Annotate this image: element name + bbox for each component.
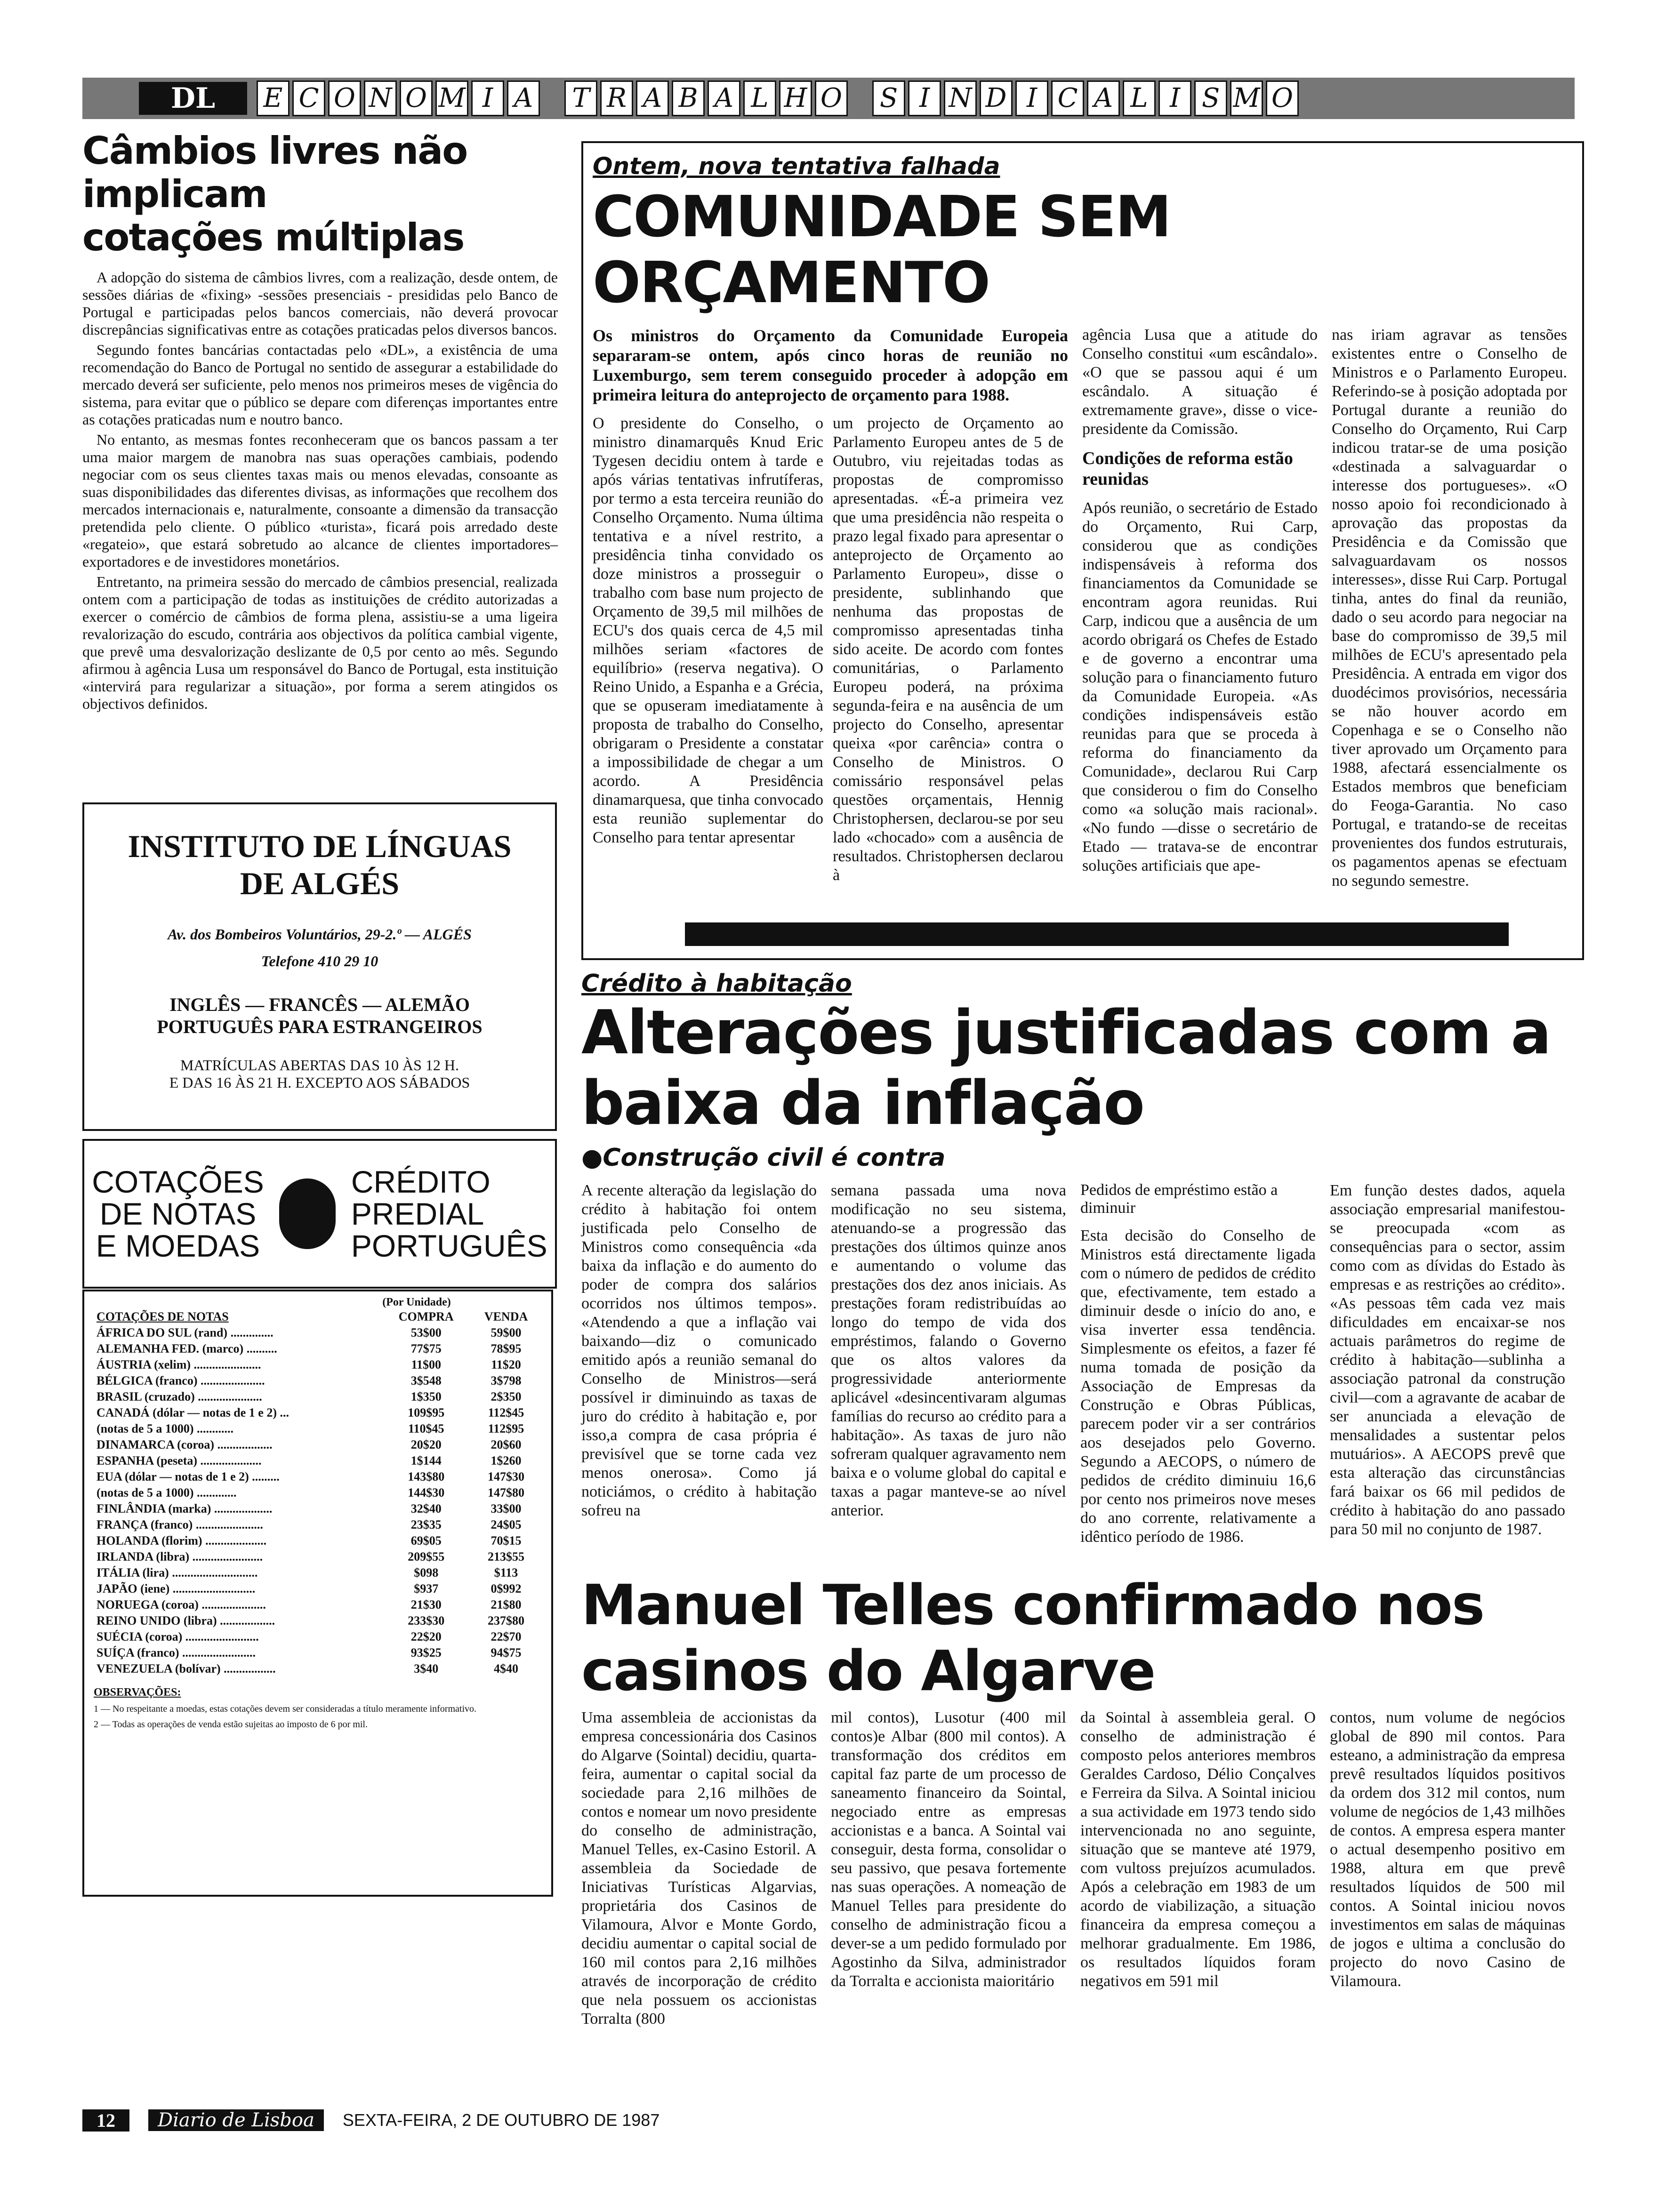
credito-article — [581, 970, 1584, 1547]
casinos-col2: mil contos), Lusotur (400 mil contos)e Albar (800 mil contos). A transformação dos créditos em capital faz parte de um processo de saneamento financeiro da Sointal, negociado entre as empresas accionistas e a banca. A Sointal vai conseguir, desta forma, consolidar o seu passivo, que pesava fortemente nas suas operações. A nomeação de Manuel Telles para presidente do conselho de administração ficou a dever-se a um pedido formulado por Agostinho da Silva, administrador da Torralta e accionista maioritário — [831, 1709, 1066, 1990]
banner-letter: I — [1015, 80, 1048, 116]
instituto-hours-1: MATRÍCULAS ABERTAS DAS 10 ÀS 12 H. — [180, 1057, 459, 1074]
currency-name: HOLANDA (florim) .................... — [97, 1534, 267, 1547]
cambios-p4: Entretanto, na primeira sessão do mercado de câmbios presencial, realizada ontem com a participação de todas as instituições de crédito autorizadas a exercer o comércio de câmbios de forma plena, assistiu-se a uma ligeira revalorização do escudo, contrária aos objectivos da política cambial vigente, que prevê uma desvalorização deslizante de 0,5 por cento ao mês. Segundo afirmou à agência Lusa um responsável do Banco de Portugal, esta instituição «intervirá para regularizar a situação», por forma a serem atingidos os objectivos definidos. — [82, 573, 558, 712]
table-row — [94, 1325, 542, 1341]
credito-col4: Em função destes dados, aquela associação empresarial manifestou-se preocupada «com as consequências para o sector, assim como com as dívidas do Estado às empresas e as restrições ao crédito». «As pessoas têm cada vez mais dificuldades em encaixar-se nos actuais parâmetros do regime de crédito à habitação—sublinha a associação patronal da construção civil—com a agravante de acabar de ser anunciada a elevação de mensalidades a sustentar pelos mutuários». A AECOPS prevê que esta alteração das circunstâncias fará baixar os 66 mil pedidos de crédito à habitação do ano passado para 50 mil no conjunto de 1987. — [1330, 1182, 1565, 1538]
banner-letter: I — [1158, 80, 1191, 116]
buy-rate: 77$75 — [410, 1342, 442, 1355]
sell-rate: 22$70 — [491, 1630, 522, 1643]
buy-rate: 11$00 — [411, 1358, 442, 1371]
sell-rate: 70$15 — [491, 1534, 522, 1547]
buy-rate: 3$548 — [410, 1374, 442, 1387]
orcamento-article — [581, 141, 1584, 960]
currency-name: VENEZUELA (bolívar) ................. — [97, 1662, 276, 1675]
cotacoes-table-box — [82, 1290, 553, 1897]
credito-title: Alterações justificadas com a baixa da inflação — [581, 998, 1551, 1138]
table-row — [94, 1533, 542, 1549]
cotacoes-header — [82, 1139, 557, 1289]
buy-rate: 233$30 — [408, 1614, 445, 1627]
sell-rate: 112$95 — [488, 1422, 524, 1435]
banner-letter: A — [636, 80, 669, 116]
currency-name: ITÁLIA (lira) ............................ — [97, 1566, 258, 1579]
banner-letter: B — [672, 80, 705, 116]
currency-name: (notas de 5 a 1000) ............. — [97, 1486, 237, 1499]
cotacoes-title-left-1: COTAÇÕES — [92, 1164, 264, 1199]
buy-rate: $937 — [414, 1582, 439, 1595]
banner-letter: M — [435, 80, 468, 116]
publication-date: SEXTA-FEIRA, 2 DE OUTUBRO DE 1987 — [342, 2110, 660, 2130]
buy-rate: 93$25 — [410, 1646, 442, 1659]
orcamento-lead: Os ministros do Orçamento da Comunidade Europeia separaram-se ontem, após cinco horas de reunião no Luxemburgo, sem terem conseguido proceder à adopção em primeira leitura do anteprojecto de orçamento para 1988. — [593, 326, 1068, 404]
banner-letter: M — [1230, 80, 1263, 116]
sell-rate: 1$260 — [491, 1454, 522, 1467]
table-row — [94, 1421, 542, 1437]
currency-name: ÁUSTRIA (xelim) ...................... — [97, 1358, 261, 1371]
cotacoes-table — [94, 1309, 542, 1677]
cambios-p2: Segundo fontes bancárias contactadas pelo «DL», a existência de uma recomendação do Banco de Portugal no sentido de assegurar a estabilidade do mercado deverá ser suficiente, pelo menos nos primeiros meses de vigência do sistema, para evitar que o público se depare com diferenças importantes entre as cotações praticadas num e noutro banco. — [82, 341, 558, 428]
buy-rate: 144$30 — [408, 1486, 445, 1499]
cotacoes-title-right-2: PREDIAL — [351, 1196, 484, 1231]
table-row — [94, 1661, 542, 1677]
banner-letter: A — [1087, 80, 1120, 116]
buy-rate: 1$144 — [410, 1454, 442, 1467]
instituto-name-1: INSTITUTO DE LÍNGUAS — [128, 828, 512, 864]
credito-subkicker: ●Construção civil é contra — [581, 1144, 946, 1172]
buy-rate: 21$30 — [410, 1598, 442, 1611]
orcamento-col2: um projecto de Orçamento ao Parlamento Europeu antes de 5 de Outubro, viu rejeitadas todas as propostas de compromisso apresentadas. «É-a primeira vez que uma presidência não respeita o prazo legal fixado para apresentar o anteprojecto de Orçamento ao Parlamento Europeu», disse o presidente, sublinhando que nenhuma das propostas de compromisso apresentadas tinha sido aceite. De acordo com fontes comunitárias, o Parlamento Europeu poderá, na próxima segunda-feira e na ausência de um projecto do Conselho, apresentar queixa «por carência» contra o Conselho de Ministros. O comissário responsável pelas questões orçamentais, Hennig Christophersen, declarou-se por seu lado «chocado» com a ausência de resultados. Christophersen declarou à — [833, 415, 1063, 884]
banner-letter: A — [708, 80, 740, 116]
cotacoes-title-left-3: E MOEDAS — [96, 1228, 260, 1263]
banner-letter: D — [980, 80, 1013, 116]
banner-letter: O — [815, 80, 848, 116]
credito-col3: Esta decisão do Conselho de Ministros está directamente ligada com o número de pedidos de crédito que, efectivamente, tem estado a diminuir desde o início do ano, e visa inverter essa tendência. Simplesmente os efeitos, a fazer fé numa tomada de posição da Associação de Empresas da Construção e Obras Públicas, parecem poder vir a ser contrários aos desejados pelo Governo. Segundo a AECOPS, o número de pedidos de crédito diminuiu 16,6 por cento nos primeiros nove meses do ano corrente, relativamente a idêntico período de 1986. — [1080, 1227, 1316, 1546]
currency-name: EUA (dólar — notas de 1 e 2) ......... — [97, 1470, 280, 1483]
banner-letter: H — [779, 80, 812, 116]
cambios-article — [82, 129, 558, 713]
buy-rate: 143$80 — [408, 1470, 445, 1483]
masthead: Diario de Lisboa — [148, 2109, 324, 2131]
cotacoes-obs-title: OBSERVAÇÕES: — [94, 1686, 181, 1699]
table-row — [94, 1501, 542, 1517]
table-row — [94, 1373, 542, 1389]
instituto-phone: Telefone 410 29 10 — [261, 953, 378, 970]
sell-rate: 11$20 — [491, 1358, 521, 1371]
sell-rate: 20$60 — [491, 1438, 522, 1451]
table-row — [94, 1469, 542, 1485]
orcamento-kicker: Ontem, nova tentativa falhada — [593, 152, 1000, 180]
sell-rate: 0$992 — [491, 1582, 522, 1595]
sell-rate: 78$95 — [491, 1342, 522, 1355]
buy-rate: 53$00 — [410, 1326, 442, 1339]
instituto-hours-2: E DAS 16 ÀS 21 H. EXCEPTO AOS SÁBADOS — [169, 1074, 470, 1091]
banner-letter: I — [908, 80, 941, 116]
cotacoes-obs-1: 1 — No respeitante a moedas, estas cotações devem ser consideradas a título meramente informativo. — [94, 1704, 477, 1714]
cambios-title-1: Câmbios livres não implicam — [82, 129, 467, 216]
currency-name: BRASIL (cruzado) ..................... — [97, 1390, 262, 1403]
banner-letter: O — [400, 80, 433, 116]
currency-name: (notas de 5 a 1000) ............ — [97, 1422, 234, 1435]
buy-rate: 69$05 — [410, 1534, 442, 1547]
currency-name: ALEMANHA FED. (marco) .......... — [97, 1342, 277, 1355]
sell-rate: 24$05 — [491, 1518, 522, 1531]
buy-rate: 3$40 — [414, 1662, 439, 1675]
cotacoes-title-left-2: DE NOTAS — [99, 1196, 257, 1231]
table-row — [94, 1357, 542, 1373]
table-row — [94, 1437, 542, 1453]
table-row — [94, 1405, 542, 1421]
banner-letter: I — [471, 80, 504, 116]
table-row — [94, 1517, 542, 1533]
sell-rate: 94$75 — [491, 1646, 522, 1659]
page-number: 12 — [82, 2109, 129, 2132]
section-banner-letters — [257, 80, 1299, 116]
banner-letter: C — [1051, 80, 1084, 116]
credito-kicker: Crédito à habitação — [581, 970, 852, 998]
currency-name: IRLANDA (libra) ....................... — [97, 1550, 263, 1563]
banner-letter: S — [872, 80, 905, 116]
table-row — [94, 1565, 542, 1581]
currency-name: DINAMARCA (coroa) .................. — [97, 1438, 273, 1451]
cotacoes-title-right-3: PORTUGUÊS — [351, 1228, 547, 1263]
sell-rate: $113 — [494, 1566, 518, 1579]
banner-letter: O — [328, 80, 361, 116]
buy-rate: 110$45 — [408, 1422, 444, 1435]
sell-rate: 147$30 — [488, 1470, 525, 1483]
cambios-p1: A adopção do sistema de câmbios livres, com a realização, desde ontem, de sessões diárias de «fixing» -sessões presenciais - presididas pelo Banco de Portugal e participadas pelos bancos comerciais, não deverá provocar discrepâncias significativas entre as cotações praticadas pelos diversos bancos. — [82, 269, 558, 338]
table-row — [94, 1341, 542, 1357]
table-row — [94, 1389, 542, 1405]
banner-letter: A — [507, 80, 540, 116]
table-row — [94, 1581, 542, 1597]
orcamento-col3b: Após reunião, o secretário de Estado do Orçamento, Rui Carp, considerou que as condições indispensáveis à reforma dos financiamentos da Comunidade se encontram agora reunidas. Rui Carp, indicou que a ausência de um acordo obrigará os Chefes de Estado e de governo a encontrar uma solução para o financiamento futuro da Comunidade Europeia. «As condições indispensáveis estão reunidas para que se proceda à reforma do financiamento da Comunidade», declarou Rui Carp que considerou o fim do Conselho como «a solução mais racional». «No fundo —disse o secretário de Etado — tratava-se de encontrar soluções artificiais que ape- — [1082, 499, 1318, 874]
currency-name: ÁFRICA DO SUL (rand) .............. — [97, 1326, 273, 1339]
page-footer — [82, 2108, 1575, 2132]
buy-rate: 22$20 — [410, 1630, 442, 1643]
currency-name: SUÉCIA (coroa) ........................ — [97, 1630, 259, 1643]
currency-name: JAPÃO (iene) ........................... — [97, 1582, 256, 1595]
sell-rate: 33$00 — [491, 1502, 522, 1515]
banner-letter: L — [743, 80, 776, 116]
sell-rate: 112$45 — [488, 1406, 524, 1419]
cambios-title-2: cotações múltiplas — [82, 216, 464, 259]
sell-rate: 147$80 — [488, 1486, 525, 1499]
cotacoes-unit: (Por Unidade) — [382, 1296, 451, 1308]
buy-rate: 23$35 — [410, 1518, 442, 1531]
col-header-notes: COTAÇÕES DE NOTAS — [97, 1310, 229, 1323]
buy-rate: 32$40 — [410, 1502, 442, 1515]
sell-rate: 3$798 — [491, 1374, 522, 1387]
currency-name: SUÍÇA (franco) ........................ — [97, 1646, 256, 1659]
section-banner — [82, 78, 1575, 119]
orcamento-subhead: Condições de reforma estão reunidas — [1082, 449, 1293, 489]
buy-rate: 209$55 — [408, 1550, 445, 1563]
table-row — [94, 1597, 542, 1613]
currency-name: ESPANHA (peseta) .................... — [97, 1454, 262, 1467]
instituto-name-2: DE ALGÉS — [240, 866, 400, 901]
black-bar — [685, 922, 1509, 946]
sell-rate: 4$40 — [494, 1662, 519, 1675]
instituto-address: Av. dos Bombeiros Voluntários, 29-2.º — ALGÉS — [168, 926, 472, 943]
table-row — [94, 1453, 542, 1469]
currency-name: NORUEGA (coroa) ..................... — [97, 1598, 266, 1611]
casinos-col4: contos, num volume de negócios global de 890 mil contos. Para esteano, a administração da empresa prevê resultados líquidos positivos da ordem dos 312 mil contos, num volume de negócios de 1,43 milhões de contos. A empresa espera manter o actual desempenho positivo em 1988, altura em que prevê resultados líquidos de 500 mil contos. A Sointal iniciou novos investimentos em salas de máquinas de jogos e ultima a conclusão do projecto do novo Casino de Vilamoura. — [1330, 1709, 1565, 1990]
currency-name: BÉLGICA (franco) ..................... — [97, 1374, 265, 1387]
banner-letter: S — [1194, 80, 1227, 116]
sell-rate: 2$350 — [491, 1390, 522, 1403]
table-row — [94, 1645, 542, 1661]
banner-letter: N — [364, 80, 397, 116]
orcamento-col1: O presidente do Conselho, o ministro dinamarquês Knud Eric Tygesen decidiu ontem à tarde e após várias tentativas infrutíferas, por termo a esta terceira reunião do Conselho Orçamento. Numa última tentativa e a nível restrito, a presidência tinha convidado os doze ministros a prosseguir o trabalho com base num projecto de Orçamento de 39,5 mil milhões de ECU's dos quais cerca de 4,5 mil milhões seriam «factores de equilíbrio» (reserva negativa). O Reino Unido, a Espanha e a Grécia, que se opuseram imediatamente à proposta de trabalho do Conselho, obrigaram o Presidente a constatar a impossibilidade de chegar a um acordo. A Presidência dinamarquesa, que tinha convocado esta reunião suplementar do Conselho para tentar apresentar — [593, 415, 823, 846]
banner-letter: R — [600, 80, 633, 116]
banner-letter: L — [1123, 80, 1156, 116]
table-row — [94, 1549, 542, 1565]
orcamento-col4: nas iriam agravar as tensões existentes entre o Conselho de Ministros e o Parlamento Europeu. Referindo-se à posição adoptada por Portugal durante a reunião do Conselho do Orçamento, Rui Carp indicou tratar-se de uma posição «destinada a salvaguardar o interesse dos portugueses». «O nosso apoio foi recondicionado à aprovação das propostas da Presidência e da Comissão que salvaguardavam os nossos interesses», disse Rui Carp. Portugal tinha, antes do final da reunião, dado o seu acordo para negociar na base do compromisso de 39,5 mil milhões de ECU's apresentado pela Presidência. A entrada em vigor dos duodécimos provisórios, necessária se não houver acordo em Copenhaga e se o Conselho não tiver aprovado um Orçamento para 1988, afectará essencialmente os Estados membros que beneficiam do Feoga-Garantia. No caso Portugal, e tratando-se de receitas provenientes dos fundos estruturais, os pagamentos apenas se efectuam no segundo semestre. — [1332, 326, 1567, 890]
currency-name: CANADÁ (dólar — notas de 1 e 2) ... — [97, 1406, 290, 1419]
casinos-col1: Uma assembleia de accionistas da empresa concessionária dos Casinos do Algarve (Sointal) decidiu, quarta-feira, aumentar o capital social da sociedade para 2,16 milhões de contos e nomear um novo presidente do conselho de administração, Manuel Telles, ex-Casino Estoril. A assembleia da Sociedade de Iniciativas Turísticas Algarvias, proprietária dos Casinos de Vilamoura, Alvor e Monte Gordo, decidiu aumentar o capital social de 160 mil contos para 2,16 milhões através de incorporação de crédito que nela possuem os accionistas Torralta (800 — [581, 1709, 817, 2028]
sell-rate: 59$00 — [491, 1326, 522, 1339]
table-row — [94, 1613, 542, 1629]
instituto-ad — [82, 802, 557, 1131]
sell-rate: 213$55 — [488, 1550, 525, 1563]
casinos-title: Manuel Telles confirmado nos casinos do Algarve — [581, 1572, 1484, 1703]
casinos-article — [581, 1572, 1584, 2028]
currency-name: FINLÂNDIA (marka) ................... — [97, 1502, 273, 1515]
buy-rate: $098 — [414, 1566, 439, 1579]
banner-letter: T — [564, 80, 597, 116]
instituto-langs-2: PORTUGUÊS PARA ESTRANGEIROS — [157, 1016, 483, 1037]
banner-letter: N — [944, 80, 977, 116]
cpp-logo-icon — [279, 1178, 336, 1249]
credito-col2: semana passada uma nova modificação no seu sistema, atenuando-se a progressão das prestações dos últimos quinze anos e aumentando o volume das prestações dos dez anos iniciais. As prestações foram redistribuídas ao longo do tempo de vida dos empréstimos, falando o Governo que os altos valores da progressividade anteriormente aplicável «desincentivaram algumas famílias do recurso ao crédito para a habitação». As taxas de juro não sofreram qualquer agravamento nem baixa e o volume global do capital e taxas a pagar manteve-se ao nível anterior. — [831, 1182, 1066, 1519]
table-row — [94, 1485, 542, 1501]
instituto-langs-1: INGLÊS — FRANCÊS — ALEMÃO — [169, 994, 470, 1015]
currency-name: REINO UNIDO (libra) .................. — [97, 1614, 275, 1627]
currency-name: FRANÇA (franco) ...................... — [97, 1518, 263, 1531]
cambios-p3: No entanto, as mesmas fontes reconheceram que os bancos passam a ter uma maior margem de manobra nas suas operações cambiais, podendo negociar com os seus clientes taxas mais ou menos elevadas, consoante as suas disponibilidades das diferentes divisas, as informações que recolhem dos mercados internacionais e, naturalmente, consoante a dimensão da transacção pretendida pelo cliente. O público «turista», ficará pois arredado deste «regateio», que estará sobretudo ao alcance de clientes importadores–exportadores e de investidores monetários. — [82, 431, 558, 570]
banner-letter: C — [292, 80, 325, 116]
banner-letter: O — [1266, 80, 1299, 116]
credito-col1: A recente alteração da legislação do crédito à habitação foi ontem justificada pelo Conselho de Ministros como consequência «da baixa da inflação e do aumento do poder de compra dos salários ocorridos nos últimos tempos». «Atendendo a que a inflação vai baixando—diz o comunicado emitido após a reunião semanal do Conselho de Ministros—será possível ir diminuindo as taxas de juro do crédito à habitação e, por isso,a compra de casa própria é previsível que se torne cada vez menos onerosa». Como já noticiámos, o crédito à habitação sofreu na — [581, 1182, 817, 1519]
table-row — [94, 1629, 542, 1645]
credito-col3-head: Pedidos de empréstimo estão a diminuir — [1080, 1181, 1278, 1217]
buy-rate: 1$350 — [410, 1390, 442, 1403]
cotacoes-obs-2: 2 — Todas as operações de venda estão sujeitas ao imposto de 6 por mil. — [94, 1719, 368, 1730]
col-header-sell: VENDA — [484, 1310, 528, 1323]
sell-rate: 21$80 — [491, 1598, 522, 1611]
banner-letter: E — [257, 80, 290, 116]
buy-rate: 20$20 — [410, 1438, 442, 1451]
casinos-col3: da Sointal à assembleia geral. O conselho de administração é composto pelos anteriores membros Geraldes Cardoso, Délio Conçalves e Ferreira da Silva. A Sointal iniciou a sua actividade em 1973 tendo sido intervencionada no ano seguinte, situação que se manteve até 1979, com vultoss prejuízos acumulados. Após a celebração em 1983 de um acordo de viabilização, a situação financeira da empresa começou a melhorar gradualmente. Em 1986, os resultados líquidos foram negativos em 591 mil — [1080, 1709, 1316, 1990]
orcamento-col3a: agência Lusa que a atitude do Conselho constitui «um escândalo». «O que se passou aqui é um escândalo. A situação é extremamente grave», disse o vice-presidente da Comissão. — [1082, 326, 1318, 438]
dl-logo: DL — [139, 82, 247, 115]
orcamento-title: COMUNIDADE SEM ORÇAMENTO — [593, 184, 1171, 316]
buy-rate: 109$95 — [408, 1406, 445, 1419]
col-header-buy: COMPRA — [398, 1310, 454, 1323]
cotacoes-title-right-1: CRÉDITO — [351, 1164, 491, 1199]
sell-rate: 237$80 — [488, 1614, 525, 1627]
